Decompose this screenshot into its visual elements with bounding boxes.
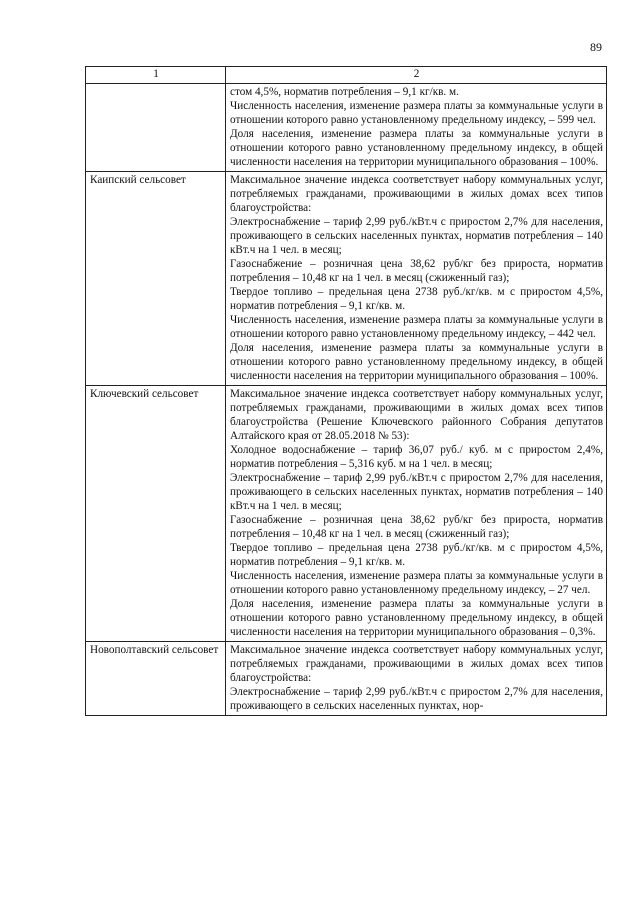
- paragraph: Твердое топливо – предельная цена 2738 руб./кг/кв. м с приростом 4,5%, норматив потребления – 9,1 кг/кв. м.: [230, 542, 603, 568]
- paragraph: Газоснабжение – розничная цена 38,62 руб/кг без прироста, норматив потребления – 10,48 кг на 1 чел. в месяц (сжиженный газ);: [230, 258, 603, 284]
- paragraph: Максимальное значение индекса соответствует набору коммунальных услуг, потребляемых гражданами, проживающими в жилых домах всех типов благоустройства:: [230, 174, 603, 214]
- region-cell: [86, 84, 226, 172]
- table-row: [86, 386, 607, 642]
- region-cell: Новополтавский сельсовет: [86, 642, 226, 716]
- paragraph: Доля населения, изменение размера платы за коммунальные услуги в отношении которого равно установленному предельному индексу, в общей численности населения на территории муниципального образования – 100%.: [230, 342, 603, 382]
- description-cell: [226, 172, 607, 386]
- paragraph: Максимальное значение индекса соответствует набору коммунальных услуг, потребляемых гражданами, проживающими в жилых домах всех типов благоустройства:: [230, 644, 603, 684]
- paragraph: Твердое топливо – предельная цена 2738 руб./кг/кв. м с приростом 4,5%, норматив потребления – 9,1 кг/кв. м.: [230, 286, 603, 312]
- table-header-row: [86, 67, 607, 84]
- paragraph: Численность населения, изменение размера платы за коммунальные услуги в отношении которого равно установленному предельному индексу, – 442 чел.: [230, 314, 603, 340]
- column-header-1: 1: [86, 67, 226, 84]
- region-cell: Ключевский сельсовет: [86, 386, 226, 642]
- paragraph: Электроснабжение – тариф 2,99 руб./кВт.ч с приростом 2,7% для населения, проживающего в сельских населенных пунктах, норматив потребления – 140 кВт.ч на 1 чел. в месяц;: [230, 216, 603, 256]
- paragraph: Численность населения, изменение размера платы за коммунальные услуги в отношении которого равно установленному предельному индексу, – 599 чел.: [230, 100, 603, 126]
- paragraph: Электроснабжение – тариф 2,99 руб./кВт.ч с приростом 2,7% для населения, проживающего в сельских населенных пунктах, нор-: [230, 686, 603, 712]
- paragraph: Максимальное значение индекса соответствует набору коммунальных услуг, потребляемых гражданами, проживающими в жилых домах всех типов благоустройства (Решение Ключевского районного Собрания депутатов Алтайского края от 28.05.2018 № 53):: [230, 388, 603, 442]
- table-row: [86, 642, 607, 716]
- table-row: [86, 84, 607, 172]
- paragraph: Доля населения, изменение размера платы за коммунальные услуги в отношении которого равно установленному предельному индексу, в общей численности населения на территории муниципального образования – 0,3%.: [230, 598, 603, 638]
- paragraph: Газоснабжение – розничная цена 38,62 руб/кг без прироста, норматив потребления – 10,48 кг на 1 чел. в месяц (сжиженный газ);: [230, 514, 603, 540]
- description-cell: [226, 84, 607, 172]
- page-number: 89: [590, 40, 602, 54]
- data-table: [85, 66, 607, 716]
- column-header-2: 2: [226, 67, 607, 84]
- region-cell: Каипский сельсовет: [86, 172, 226, 386]
- paragraph: Численность населения, изменение размера платы за коммунальные услуги в отношении которого равно установленному предельному индексу, – 27 чел.: [230, 570, 603, 596]
- paragraph: Электроснабжение – тариф 2,99 руб./кВт.ч с приростом 2,7% для населения, проживающего в сельских населенных пунктах, норматив потребления – 140 кВт.ч на 1 чел. в месяц;: [230, 472, 603, 512]
- paragraph: Доля населения, изменение размера платы за коммунальные услуги в отношении которого равно установленному предельному индексу, в общей численности населения на территории муниципального образования – 100%.: [230, 128, 603, 168]
- table-row: [86, 172, 607, 386]
- paragraph: стом 4,5%, норматив потребления – 9,1 кг/кв. м.: [230, 86, 459, 98]
- description-cell: [226, 386, 607, 642]
- paragraph: Холодное водоснабжение – тариф 36,07 руб./ куб. м с приростом 2,4%, норматив потребления – 5,316 куб. м на 1 чел. в месяц;: [230, 444, 603, 470]
- description-cell: [226, 642, 607, 716]
